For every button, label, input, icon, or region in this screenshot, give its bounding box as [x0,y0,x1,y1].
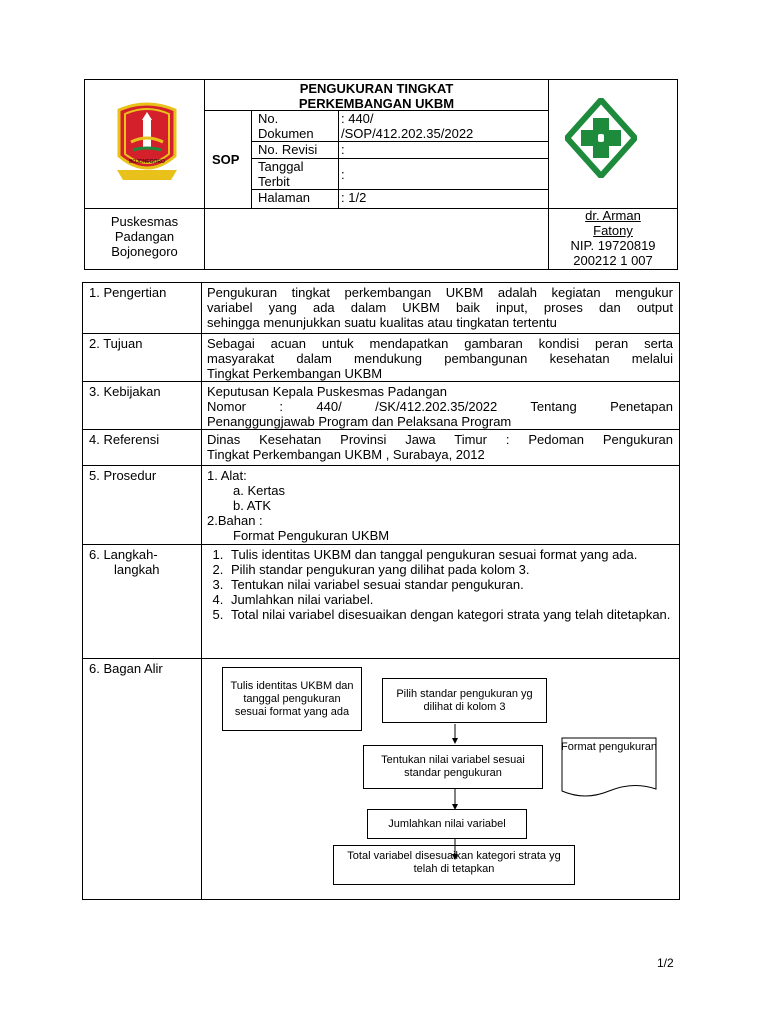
svg-text:BOJONEGORO: BOJONEGORO [129,159,165,165]
content-referensi: Dinas Kesehatan Provinsi Jawa Timur : Pedoman Pengukuran Tingkat Perkembangan UKBM , Surabaya, 2012 [207,432,673,462]
flow-box-3: Tentukan nilai variabel sesuai standar pengukuran [363,745,543,789]
content-tujuan: Sebagai acuan untuk mendapatkan gambaran kondisi peran serta masyarakat dalam mendukung pembangunan kesehatan melalui Tingkat Perkembangan UKBM [207,336,673,381]
flow-box-1: Tulis identitas UKBM dan tanggal pengukuran sesuai format yang ada [222,667,362,731]
signer-block: dr. Arman Fatony NIP. 19720819 200212 1 007 [570,208,656,268]
halaman-label: Halaman [258,190,311,205]
flow-box-5: Total variabel disesuaikan kategori strata yg telah di tetapkan [333,845,575,885]
flow-box-2: Pilih standar pengukuran yg dilihat di kolom 3 [382,678,547,723]
document-shape-label: Format pengukuran [561,741,657,753]
content-prosedur: 1. Alat: a. Kertas b. ATK 2.Bahan : Format Pengukuran UKBM [207,468,390,543]
no-revisi-label: No. Revisi [258,142,318,157]
content-langkah [205,547,673,622]
page-number: 1/2 [657,956,674,970]
row-referensi [82,429,680,466]
tanggal-terbit-label: Tanggal Terbit [258,159,304,189]
step-item: 4. Jumlahkan nilai variabel. [227,592,673,607]
puskesmas-logo [565,98,637,178]
sop-header [84,79,678,270]
no-dokumen-value: : 440/ /SOP/412.202.35/2022 [341,111,474,141]
row-pengertian [82,282,680,334]
label-prosedur: 5. Prosedur [89,468,157,483]
organization-name: Puskesmas Padangan Bojonegoro [110,214,179,259]
label-tujuan: 2. Tujuan [89,336,143,351]
row-kebijakan [82,381,680,430]
label-kebijakan: 3. Kebijakan [89,384,161,399]
content-pengertian: Pengukuran tingkat perkembangan UKBM adalah kegiatan mengukur variabel yang ada dalam UKBM baik input, proses dan output sehingga menunjukkan suatu kualitas atau tingkatan tertentu [207,285,673,330]
step-item: 3. Tentukan nilai variabel sesuai standar pengukuran. [227,577,673,592]
no-revisi-value: : [341,142,345,157]
row-bagan-alir [82,658,680,900]
halaman-value: : 1/2 [341,190,367,205]
sop-label: SOP [212,152,240,167]
row-tujuan [82,333,680,382]
document-shape [561,737,657,799]
label-bagan-alir: 6. Bagan Alir [89,661,163,676]
step-item: 1. Tulis identitas UKBM dan tanggal pengukuran sesuai format yang ada. [227,547,673,562]
label-langkah: 6. Langkah- langkah [89,547,160,577]
label-pengertian: 1. Pengertian [89,285,167,300]
no-dokumen-label: No. Dokumen [258,111,314,141]
content-kebijakan: Keputusan Kepala Puskesmas Padangan Nomor : 440/ /SK/412.202.35/2022 Tentang Penetapan Penanggungjawab Program dan Pelaksana Program [207,384,673,429]
row-prosedur [82,465,680,545]
tanggal-terbit-value: : [341,167,345,182]
label-referensi: 4. Referensi [89,432,160,447]
flow-box-4: Jumlahkan nilai variabel [367,809,527,839]
step-item: 5. Total nilai variabel disesuaikan dengan kategori strata yang telah ditetapkan. [227,607,673,622]
document-title: PENGUKURAN TINGKAT PERKEMBANGAN UKBM [298,81,455,111]
row-langkah [82,544,680,659]
bojonegoro-logo [111,100,183,188]
step-item: 2. Pilih standar pengukuran yang dilihat pada kolom 3. [227,562,673,577]
